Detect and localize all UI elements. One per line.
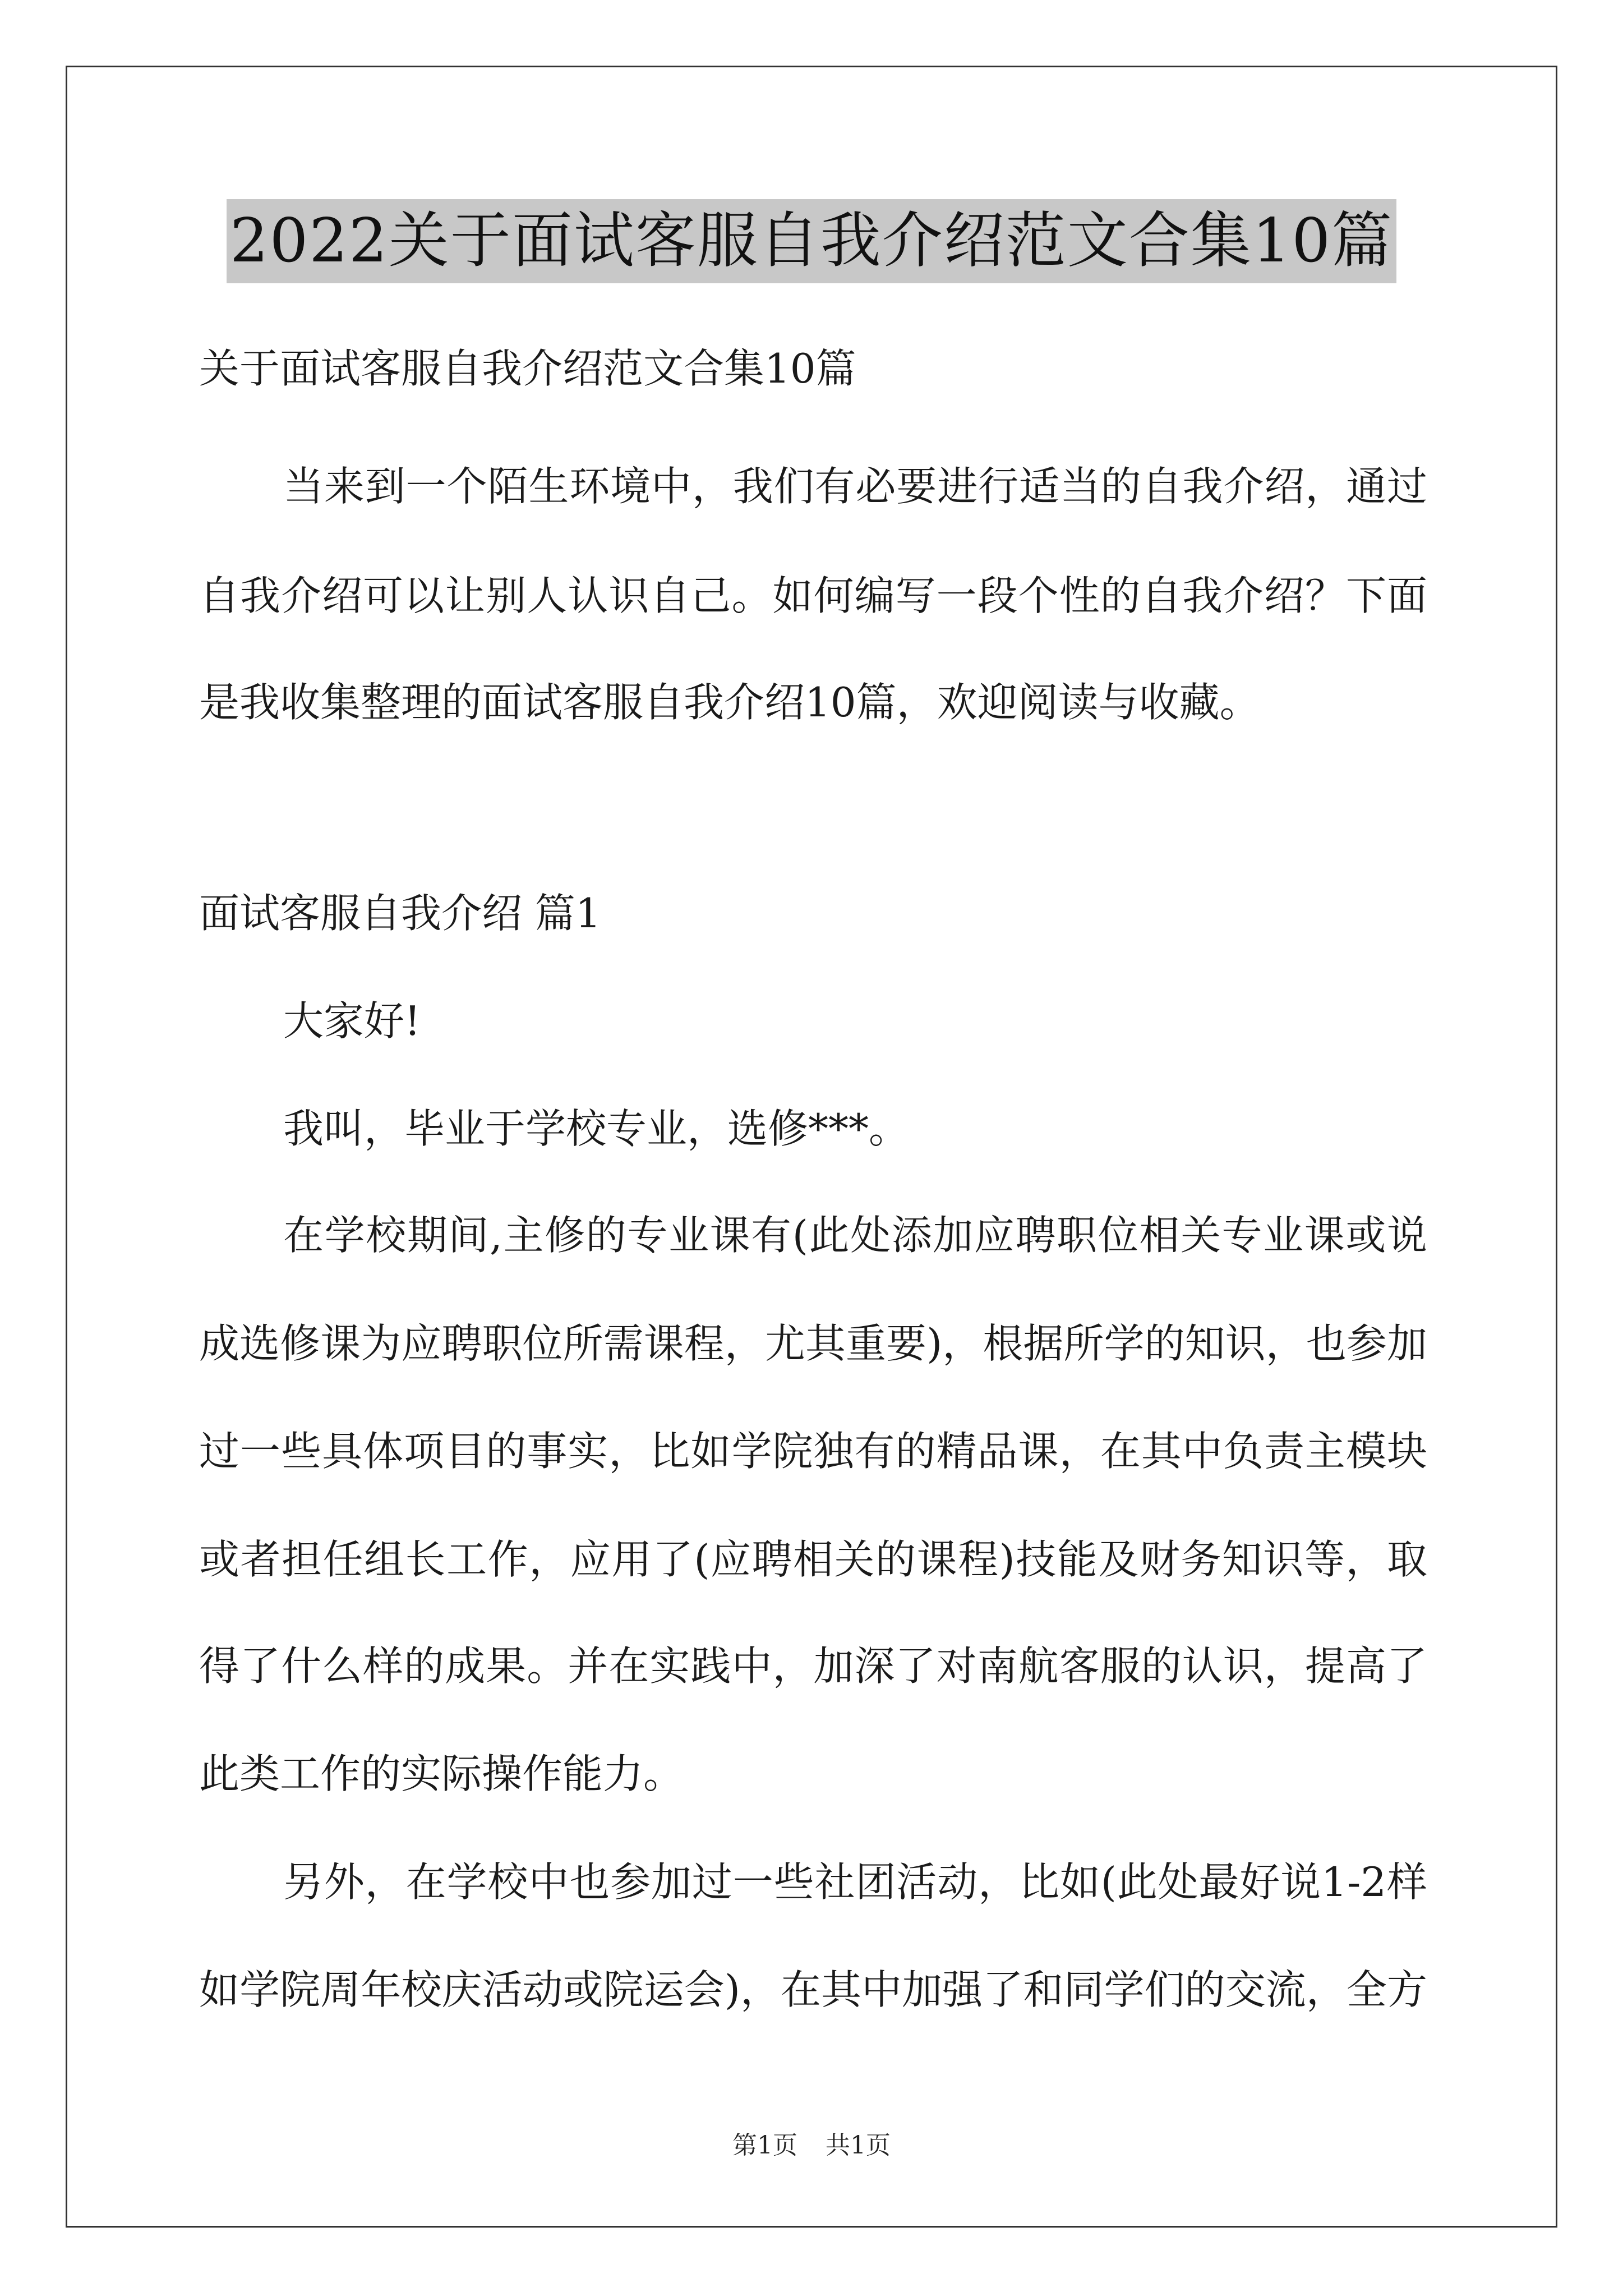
page-number: 第1页 xyxy=(732,2131,797,2160)
body-line-1: 在学校期间,主修的专业课有(此处添加应聘职位相关专业课或说 xyxy=(283,1212,1427,1259)
body-line-7: 另外，在学校中也参加过一些社团活动，比如(此处最好说1-2样 xyxy=(283,1858,1427,1906)
body-line-3: 过一些具体项目的事实，比如学院独有的精品课，在其中负责主模块 xyxy=(199,1428,1427,1475)
title-wrap xyxy=(0,199,1623,283)
body-line-6: 此类工作的实际操作能力。 xyxy=(199,1750,684,1797)
body-line-5: 得了什么样的成果。并在实践中，加深了对南航客服的认识，提高了 xyxy=(199,1642,1427,1690)
intro-line-2: 自我介绍可以让别人认识自己。如何编写一段个性的自我介绍？下面 xyxy=(199,572,1427,619)
body-line-4: 或者担任组长工作，应用了(应聘相关的课程)技能及财务知识等，取 xyxy=(199,1536,1427,1583)
body-line-8: 如学院周年校庆活动或院运会)，在其中加强了和同学们的交流，全方 xyxy=(199,1966,1427,2013)
greeting-line: 大家好! xyxy=(283,997,421,1045)
page-total: 共1页 xyxy=(826,2131,891,2160)
section-heading: 面试客服自我介绍 篇1 xyxy=(199,890,601,937)
page-footer xyxy=(0,2129,1623,2162)
document-title: 2022关于面试客服自我介绍范文合集10篇 xyxy=(227,199,1396,283)
intro-line-3: 是我收集整理的面试客服自我介绍10篇，欢迎阅读与收藏。 xyxy=(199,679,1260,726)
subtitle-line: 关于面试客服自我介绍范文合集10篇 xyxy=(199,345,856,392)
intro-line-1: 当来到一个陌生环境中，我们有必要进行适当的自我介绍，通过 xyxy=(283,463,1427,510)
body-line-2: 成选修课为应聘职位所需课程，尤其重要)，根据所学的知识，也参加 xyxy=(199,1320,1427,1367)
name-line: 我叫，毕业于学校专业，选修***。 xyxy=(283,1105,910,1152)
